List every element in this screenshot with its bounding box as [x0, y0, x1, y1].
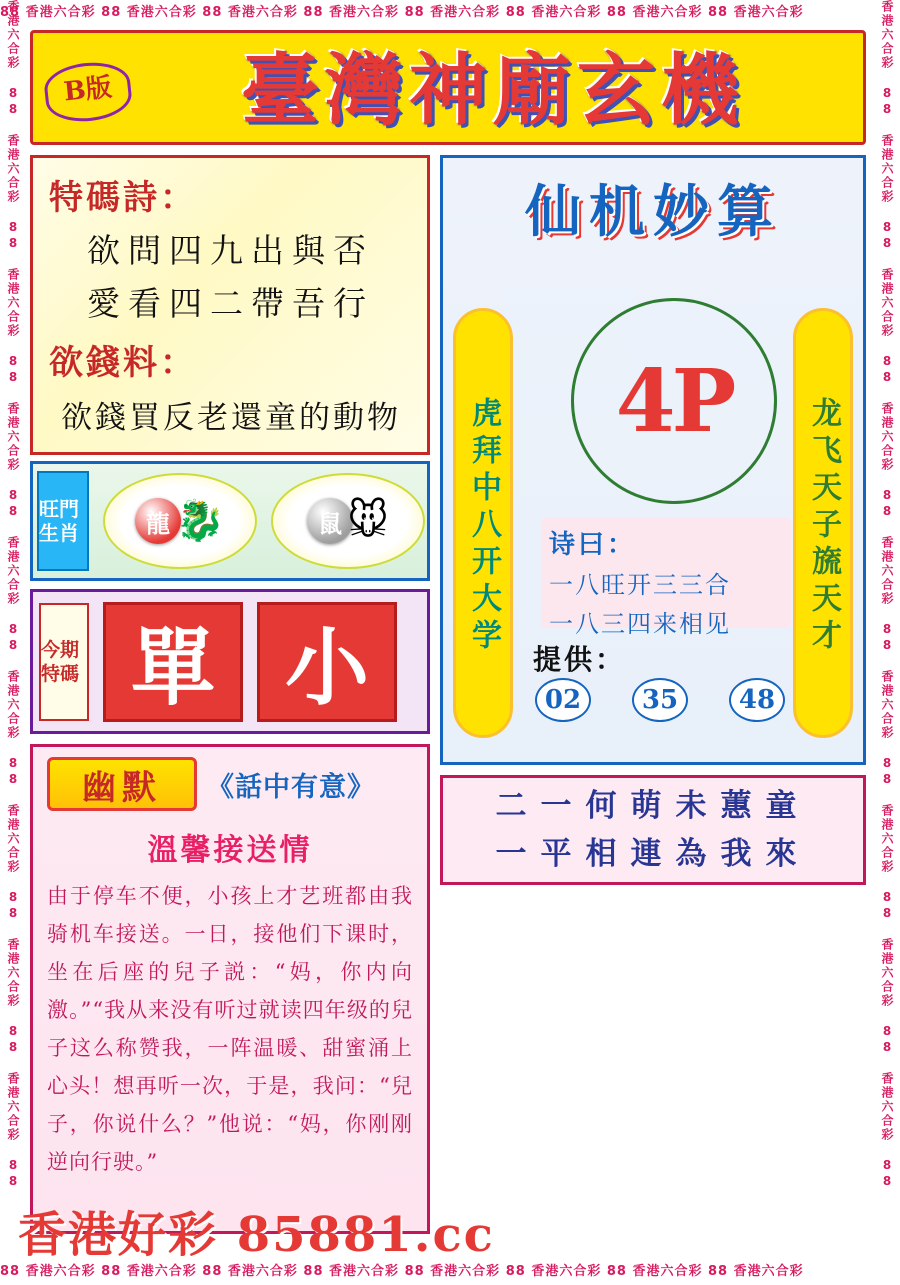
title-banner	[30, 30, 866, 145]
special-code-poem-box	[30, 155, 430, 455]
edition-badge: B版	[42, 59, 134, 126]
oracle-title: 仙机妙算	[525, 179, 781, 245]
couplet-line-1: 二一何萌未蕙童	[495, 788, 811, 824]
lucky-zodiac-tag	[37, 471, 89, 571]
rat-icon: 🐭	[347, 498, 389, 544]
humor-header	[47, 757, 427, 811]
poem-label-money: 欲錢料：	[49, 343, 197, 383]
couplet-line-2: 一平相連為我來	[495, 836, 811, 872]
border-left	[0, 0, 26, 1285]
oracle-number-3: 48	[729, 678, 785, 722]
border-bottom-text: 88 香港六合彩 88 香港六合彩 88 香港六合彩 88 香港六合彩 88 香港六合彩 88 香港六合彩 88 香港六合彩 88 香港六合彩	[0, 1264, 804, 1279]
zodiac-ball-dragon: 龍	[135, 498, 181, 544]
oracle-left-pillar	[453, 308, 513, 738]
border-top-text: 88 香港六合彩 88 香港六合彩 88 香港六合彩 88 香港六合彩 88 香港六合彩 88 香港六合彩 88 香港六合彩 88 香港六合彩	[0, 5, 804, 20]
site-watermark	[18, 1196, 495, 1265]
poem-line-2: 愛看四二帶吾行	[87, 284, 374, 323]
poem-line-3: 欲錢買反老還童的動物	[61, 400, 401, 436]
oracle-right-pillar	[793, 308, 853, 738]
current-special-code-tag-text: 今期特碼	[41, 638, 80, 685]
oracle-verse-label: 诗曰：	[549, 530, 637, 560]
oracle-circle-text: 4P	[615, 350, 733, 452]
dragon-icon: 🐉	[175, 498, 225, 544]
humor-body: 由于停车不便，小孩上才艺班都由我骑机车接送。一日，接他们下课时，坐在后座的兒子説：“妈，你内向 激。”“我从来没有听过就读四年级的兒子这么称赞我，一阵温暖、甜蜜涌上心头！想再听一次，于是，我问：“兒子，你说什么？”他说：“妈，你刚刚逆向行驶。”	[47, 884, 413, 1174]
left-column	[30, 155, 430, 1234]
couplet-section	[440, 775, 866, 885]
zodiac-ball-rat: 鼠	[307, 498, 353, 544]
content-area	[30, 30, 870, 1255]
current-special-code-box	[30, 589, 430, 734]
right-column	[440, 155, 866, 885]
oracle-left-pillar-text: 虎拜中八开大学	[466, 396, 501, 656]
humor-badge: 幽默	[47, 757, 197, 811]
current-special-code-tag	[39, 603, 89, 721]
lucky-zodiac-box	[30, 461, 430, 581]
oracle-provide-label: 提供：	[533, 643, 627, 676]
zodiac-item-rat	[271, 473, 425, 569]
border-top	[0, 0, 900, 26]
oracle-right-pillar-text: 龙飞天子旒天才	[806, 396, 841, 656]
watermark-brand: 香港好彩	[18, 1207, 219, 1263]
lucky-zodiac-tag-text: 旺門生肖	[39, 497, 79, 545]
special-code-cell-small: 小	[257, 602, 397, 722]
oracle-number-2: 35	[632, 678, 688, 722]
oracle-verse-line-2: 一八三四来相见	[549, 610, 731, 638]
zodiac-item-dragon	[103, 473, 257, 569]
oracle-section	[440, 155, 866, 765]
humor-section	[30, 744, 430, 1234]
border-right	[874, 0, 900, 1285]
poem-line-1: 欲問四九出與否	[87, 231, 374, 270]
special-code-cell-odd: 單	[103, 602, 243, 722]
page-title: 臺灣神廟玄機	[240, 45, 745, 136]
border-right-text: 香港六合彩 88 香港六合彩 88 香港六合彩 88 香港六合彩 88 香港六合彩 88 香港六合彩 88 香港六合彩 88 香港六合彩 88 香港六合彩 88	[880, 0, 894, 1190]
oracle-verse-line-1: 一八旺开三三合	[549, 571, 731, 599]
poem-label-special: 特碼詩：	[49, 178, 197, 218]
humor-subtitle: 《話中有意》	[207, 771, 375, 803]
border-left-text: 香港六合彩 88 香港六合彩 88 香港六合彩 88 香港六合彩 88 香港六合彩 88 香港六合彩 88 香港六合彩 88 香港六合彩 88 香港六合彩 88	[6, 0, 20, 1190]
oracle-verse-box	[541, 518, 791, 638]
humor-title: 溫馨接送情	[147, 833, 313, 868]
oracle-number-list	[535, 678, 785, 722]
oracle-circle	[571, 298, 777, 504]
watermark-url: 85881.cc	[236, 1207, 495, 1263]
oracle-number-1: 02	[535, 678, 591, 722]
